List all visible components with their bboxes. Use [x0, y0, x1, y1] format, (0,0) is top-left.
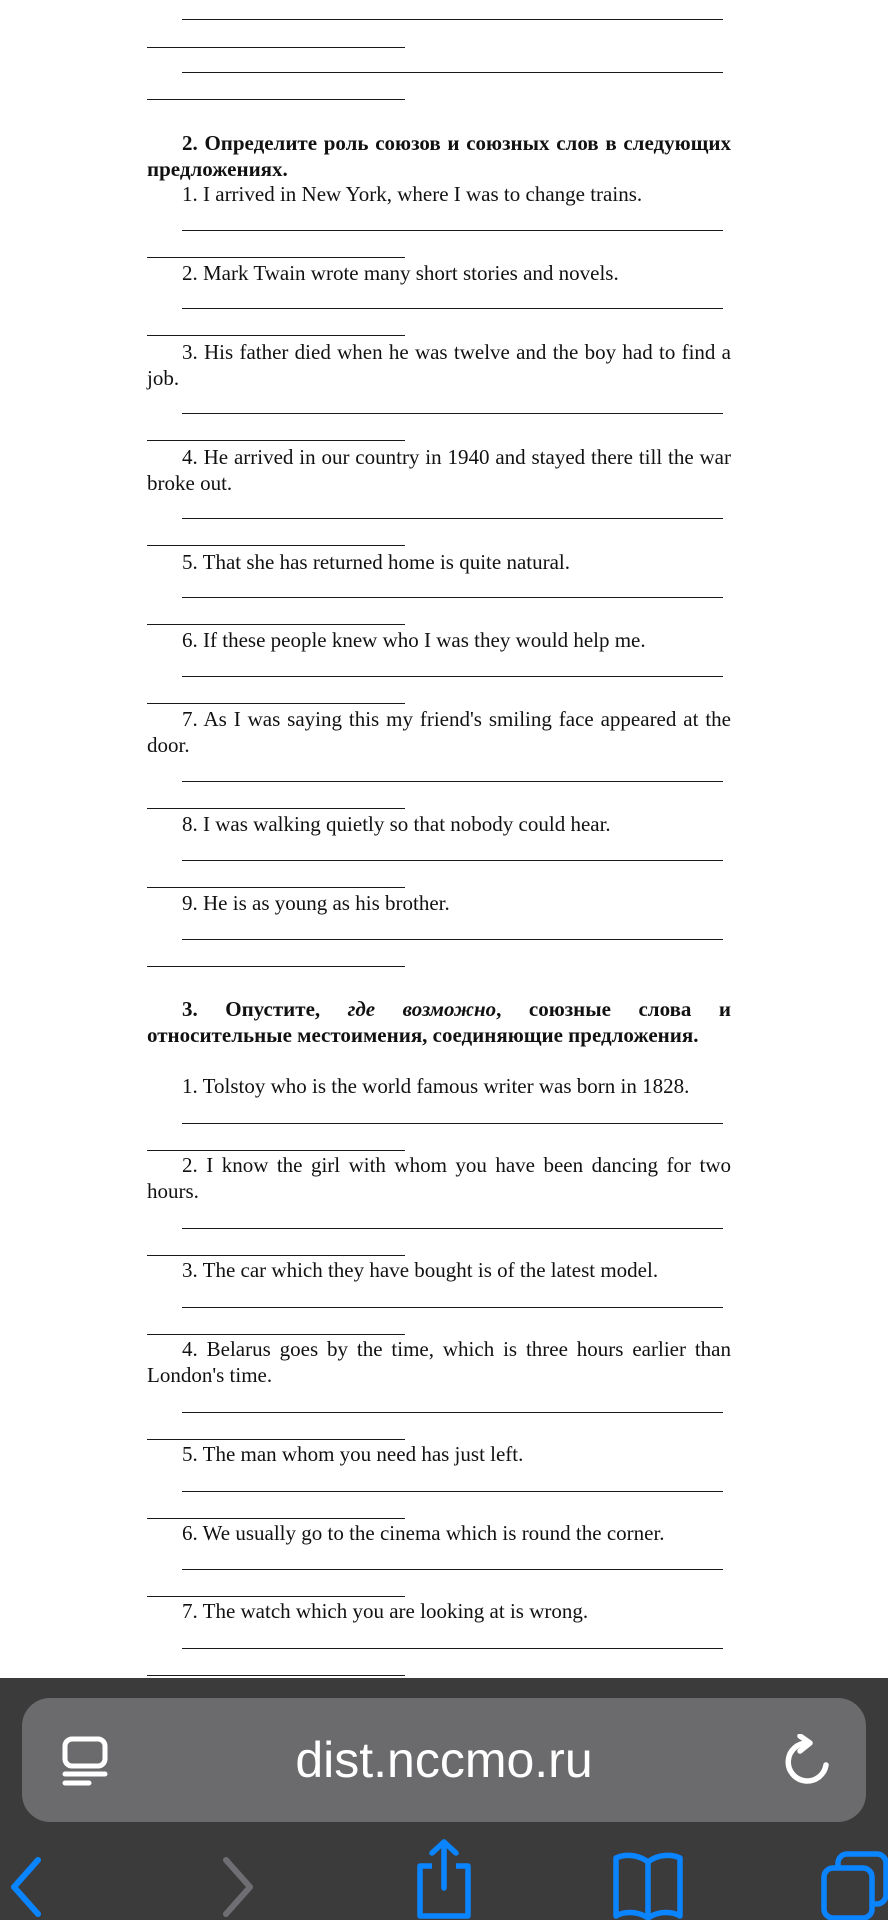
- url-text[interactable]: dist.nccmo.ru: [295, 1732, 593, 1788]
- answer-line: [182, 518, 723, 519]
- answer-line: [147, 1150, 405, 1151]
- bookmarks-icon[interactable]: [612, 1848, 684, 1920]
- exercise-item: 5. That she has returned home is quite natural.: [182, 550, 571, 574]
- answer-line: [182, 1123, 723, 1124]
- exercise-item: 2. I know the girl with whom you have been dancing for two hours.: [147, 1153, 731, 1203]
- exercise-item: 3. The car which they have bought is of the latest model.: [182, 1258, 659, 1282]
- exercise-item: 2. Mark Twain wrote many short stories and novels.: [182, 261, 619, 285]
- exercise-item: 6. If these people knew who I was they would help me.: [182, 628, 646, 652]
- answer-line: [147, 47, 405, 48]
- answer-line: [182, 230, 723, 231]
- heading-text: 3. Опустите,: [182, 997, 348, 1021]
- address-bar[interactable]: [22, 1698, 866, 1822]
- browser-toolbar: [0, 1678, 888, 1920]
- exercise-item: 3. His father died when he was twelve and the boy had to find a job.: [147, 340, 731, 390]
- exercise-item: 8. I was walking quietly so that nobody could hear.: [182, 812, 611, 836]
- exercise-item: 7. The watch which you are looking at is wrong.: [182, 1599, 589, 1623]
- back-icon[interactable]: [6, 1854, 46, 1920]
- exercise-item: 7. As I was saying this my friend's smiling face appeared at the door.: [147, 707, 731, 757]
- answer-line: [147, 440, 405, 441]
- tabs-icon[interactable]: [820, 1848, 888, 1920]
- answer-line: [182, 939, 723, 940]
- exercise-item: 1. I arrived in New York, where I was to change trains.: [182, 182, 643, 206]
- answer-line: [147, 887, 405, 888]
- section-3-heading: [147, 996, 731, 1048]
- answer-line: [182, 781, 723, 782]
- answer-line: [147, 1255, 405, 1256]
- answer-line: [182, 19, 723, 20]
- answer-line: [147, 257, 405, 258]
- answer-line: [147, 808, 405, 809]
- answer-line: [182, 1307, 723, 1308]
- heading-text: , союзные слова и относительные местоимения, соединяющие предложения.: [147, 997, 731, 1047]
- answer-line: [147, 703, 405, 704]
- exercise-item: 4. He arrived in our country in 1940 and stayed there till the war broke out.: [147, 445, 731, 495]
- answer-line: [147, 1518, 405, 1519]
- answer-line: [182, 1491, 723, 1492]
- answer-line: [182, 1569, 723, 1570]
- answer-line: [182, 72, 723, 73]
- answer-line: [182, 676, 723, 677]
- answer-line: [182, 1648, 723, 1649]
- answer-line: [147, 966, 405, 967]
- answer-line: [147, 1334, 405, 1335]
- exercise-item: 1. Tolstoy who is the world famous writer was born in 1828.: [182, 1074, 690, 1098]
- heading-emphasis: где возможно: [347, 997, 497, 1021]
- answer-line: [182, 413, 723, 414]
- forward-icon[interactable]: [218, 1854, 258, 1920]
- answer-line: [147, 1675, 405, 1676]
- answer-line: [147, 99, 405, 100]
- exercise-item: 9. He is as young as his brother.: [182, 891, 450, 915]
- exercise-item: 6. We usually go to the cinema which is round the corner.: [182, 1521, 665, 1545]
- answer-line: [182, 308, 723, 309]
- answer-line: [147, 1439, 405, 1440]
- section-2-heading: 2. Определите роль союзов и союзных слов в следующих предложениях.: [147, 131, 731, 181]
- share-icon[interactable]: [412, 1838, 476, 1920]
- exercise-item: 5. The man whom you need has just left.: [182, 1442, 524, 1466]
- answer-line: [147, 335, 405, 336]
- answer-line: [182, 1412, 723, 1413]
- answer-line: [147, 1596, 405, 1597]
- reload-icon[interactable]: [782, 1734, 834, 1788]
- answer-line: [182, 597, 723, 598]
- exercise-item: 4. Belarus goes by the time, which is three hours earlier than London's time.: [147, 1337, 731, 1387]
- answer-line: [182, 860, 723, 861]
- answer-line: [147, 545, 405, 546]
- answer-line: [147, 624, 405, 625]
- answer-line: [182, 1228, 723, 1229]
